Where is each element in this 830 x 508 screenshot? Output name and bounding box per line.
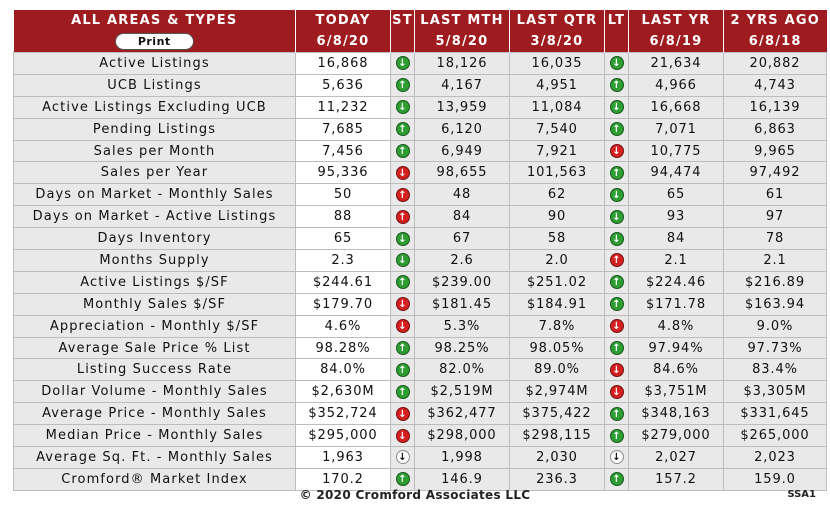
arrow-down-icon: ↓	[396, 297, 410, 311]
lt-indicator	[605, 403, 629, 425]
two-yrs-ago-value: 20,882	[724, 53, 827, 75]
last-yr-value: 93	[629, 206, 724, 228]
last-yr-value: 4,966	[629, 74, 724, 96]
lt-indicator	[605, 162, 629, 184]
st-indicator	[391, 96, 415, 118]
arrow-down-icon: ↓	[610, 319, 624, 333]
arrow-up-icon: ↑	[396, 144, 410, 158]
last-yr-value: $224.46	[629, 271, 724, 293]
today-value: 65	[296, 228, 391, 250]
st-indicator	[391, 381, 415, 403]
last-qtr-value: 2,030	[510, 447, 605, 469]
arrow-up-icon: ↑	[396, 188, 410, 202]
last-mth-value: 98,655	[415, 162, 510, 184]
last-yr-value: 10,775	[629, 140, 724, 162]
last-qtr-value: 236.3	[510, 468, 605, 490]
row-label: Dollar Volume - Monthly Sales	[14, 381, 296, 403]
arrow-up-icon: ↑	[396, 122, 410, 136]
last-yr-value: 2.1	[629, 250, 724, 272]
last-mth-value: $239.00	[415, 271, 510, 293]
arrow-down-icon: ↓	[396, 319, 410, 333]
col-today-title: TODAY	[296, 10, 391, 31]
arrow-up-icon: ↑	[610, 297, 624, 311]
two-yrs-ago-value: 97.73%	[724, 337, 827, 359]
last-mth-value: 48	[415, 184, 510, 206]
market-stats-table	[13, 10, 827, 491]
last-yr-value: 94,474	[629, 162, 724, 184]
col-2yrs-date: 6/8/18	[724, 31, 827, 53]
arrow-up-icon: ↑	[610, 429, 624, 443]
table-row	[14, 315, 827, 337]
row-label: Monthly Sales $/SF	[14, 293, 296, 315]
st-indicator	[391, 425, 415, 447]
today-value: 1,963	[296, 447, 391, 469]
lt-indicator	[605, 381, 629, 403]
arrow-up-icon: ↑	[610, 341, 624, 355]
arrow-down-icon: ↓	[610, 385, 624, 399]
last-mth-value: 67	[415, 228, 510, 250]
st-indicator	[391, 74, 415, 96]
table-header	[14, 10, 827, 53]
lt-indicator	[605, 140, 629, 162]
lt-indicator	[605, 293, 629, 315]
last-mth-value: 98.25%	[415, 337, 510, 359]
arrow-down-icon: ↓	[396, 429, 410, 443]
col-lt-title: LT	[605, 10, 629, 31]
row-label: Median Price - Monthly Sales	[14, 425, 296, 447]
arrow-up-icon: ↑	[396, 78, 410, 92]
row-label: Active Listings Excluding UCB	[14, 96, 296, 118]
lt-indicator	[605, 359, 629, 381]
two-yrs-ago-value: 9.0%	[724, 315, 827, 337]
last-yr-value: 4.8%	[629, 315, 724, 337]
lt-indicator	[605, 53, 629, 75]
last-mth-value: $362,477	[415, 403, 510, 425]
table-row	[14, 271, 827, 293]
arrow-up-icon: ↑	[396, 385, 410, 399]
row-label: Active Listings $/SF	[14, 271, 296, 293]
row-label: Days on Market - Monthly Sales	[14, 184, 296, 206]
last-mth-value: $181.45	[415, 293, 510, 315]
area-type-title: ALL AREAS & TYPES	[14, 10, 296, 31]
today-value: 7,456	[296, 140, 391, 162]
col-2yrs-title: 2 YRS AGO	[724, 10, 827, 31]
today-value: 7,685	[296, 118, 391, 140]
arrow-down-icon: ↓	[396, 56, 410, 70]
last-mth-value: 2.6	[415, 250, 510, 272]
today-value: $352,724	[296, 403, 391, 425]
col-st-title: ST	[391, 10, 415, 31]
arrow-up-icon: ↑	[610, 407, 624, 421]
today-value: $179.70	[296, 293, 391, 315]
arrow-down-icon: ↓	[610, 56, 624, 70]
last-qtr-value: 101,563	[510, 162, 605, 184]
last-mth-value: 13,959	[415, 96, 510, 118]
lt-indicator	[605, 74, 629, 96]
last-qtr-value: 11,084	[510, 96, 605, 118]
last-mth-value: $2,519M	[415, 381, 510, 403]
two-yrs-ago-value: 61	[724, 184, 827, 206]
arrow-down-icon: ↓	[396, 253, 410, 267]
last-mth-value: 1,998	[415, 447, 510, 469]
lt-indicator	[605, 447, 629, 469]
table-row	[14, 53, 827, 75]
last-qtr-value: 98.05%	[510, 337, 605, 359]
two-yrs-ago-value: 78	[724, 228, 827, 250]
arrow-up-icon: ↑	[396, 275, 410, 289]
two-yrs-ago-value: 159.0	[724, 468, 827, 490]
today-value: 5,636	[296, 74, 391, 96]
table-row	[14, 425, 827, 447]
lt-indicator	[605, 228, 629, 250]
col-last-qtr-date: 3/8/20	[510, 31, 605, 53]
last-mth-value: 6,949	[415, 140, 510, 162]
table-row	[14, 118, 827, 140]
last-yr-value: 84.6%	[629, 359, 724, 381]
today-value: 2.3	[296, 250, 391, 272]
st-indicator	[391, 228, 415, 250]
col-today-date: 6/8/20	[296, 31, 391, 53]
row-label: Sales per Year	[14, 162, 296, 184]
last-yr-value: 2,027	[629, 447, 724, 469]
table-row	[14, 140, 827, 162]
last-mth-value: 4,167	[415, 74, 510, 96]
last-yr-value: 97.94%	[629, 337, 724, 359]
arrow-down-icon: ↓	[610, 363, 624, 377]
today-value: 4.6%	[296, 315, 391, 337]
table-row	[14, 250, 827, 272]
st-indicator	[391, 403, 415, 425]
lt-indicator	[605, 184, 629, 206]
arrow-down-icon: ↓	[396, 232, 410, 246]
today-value: 88	[296, 206, 391, 228]
table-row	[14, 96, 827, 118]
row-label: Sales per Month	[14, 140, 296, 162]
two-yrs-ago-value: 2,023	[724, 447, 827, 469]
arrow-down-icon: ↓	[610, 210, 624, 224]
two-yrs-ago-value: $331,645	[724, 403, 827, 425]
arrow-down-icon: ↓	[396, 450, 410, 464]
table-body	[14, 53, 827, 491]
last-qtr-value: 16,035	[510, 53, 605, 75]
col-last-yr-title: LAST YR	[629, 10, 724, 31]
last-mth-value: $298,000	[415, 425, 510, 447]
arrow-up-icon: ↑	[396, 341, 410, 355]
two-yrs-ago-value: 9,965	[724, 140, 827, 162]
last-mth-value: 6,120	[415, 118, 510, 140]
lt-indicator	[605, 250, 629, 272]
last-qtr-value: 90	[510, 206, 605, 228]
st-indicator	[391, 359, 415, 381]
lt-indicator	[605, 206, 629, 228]
two-yrs-ago-value: 97	[724, 206, 827, 228]
table-row	[14, 162, 827, 184]
lt-indicator	[605, 425, 629, 447]
row-label: Cromford® Market Index	[14, 468, 296, 490]
arrow-up-icon: ↑	[396, 472, 410, 486]
last-yr-value: $348,163	[629, 403, 724, 425]
arrow-up-icon: ↑	[610, 122, 624, 136]
last-qtr-value: 7,921	[510, 140, 605, 162]
last-qtr-value: $298,115	[510, 425, 605, 447]
row-label: Listing Success Rate	[14, 359, 296, 381]
col-last-qtr-title: LAST QTR	[510, 10, 605, 31]
last-qtr-value: $375,422	[510, 403, 605, 425]
st-indicator	[391, 53, 415, 75]
st-indicator	[391, 162, 415, 184]
last-mth-value: 84	[415, 206, 510, 228]
arrow-down-icon: ↓	[610, 232, 624, 246]
two-yrs-ago-value: $216.89	[724, 271, 827, 293]
last-yr-value: 21,634	[629, 53, 724, 75]
table-row	[14, 447, 827, 469]
st-indicator	[391, 271, 415, 293]
col-last-yr-date: 6/8/19	[629, 31, 724, 53]
col-st-date	[391, 31, 415, 53]
st-indicator	[391, 293, 415, 315]
arrow-up-icon: ↑	[610, 253, 624, 267]
st-indicator	[391, 315, 415, 337]
table-row	[14, 184, 827, 206]
arrow-down-icon: ↓	[396, 166, 410, 180]
last-yr-value: 157.2	[629, 468, 724, 490]
last-qtr-value: $184.91	[510, 293, 605, 315]
arrow-up-icon: ↑	[610, 78, 624, 92]
row-label: Average Sq. Ft. - Monthly Sales	[14, 447, 296, 469]
arrow-down-icon: ↓	[610, 100, 624, 114]
arrow-down-icon: ↓	[610, 450, 624, 464]
last-mth-value: 146.9	[415, 468, 510, 490]
arrow-down-icon: ↓	[396, 407, 410, 421]
two-yrs-ago-value: 97,492	[724, 162, 827, 184]
row-label: Appreciation - Monthly $/SF	[14, 315, 296, 337]
last-yr-value: $279,000	[629, 425, 724, 447]
last-qtr-value: $251.02	[510, 271, 605, 293]
arrow-down-icon: ↓	[610, 144, 624, 158]
last-yr-value: 84	[629, 228, 724, 250]
st-indicator	[391, 447, 415, 469]
last-yr-value: $3,751M	[629, 381, 724, 403]
table-row	[14, 403, 827, 425]
last-qtr-value: 7.8%	[510, 315, 605, 337]
today-value: 170.2	[296, 468, 391, 490]
table-row	[14, 74, 827, 96]
arrow-up-icon: ↑	[610, 275, 624, 289]
last-qtr-value: $2,974M	[510, 381, 605, 403]
two-yrs-ago-value: 4,743	[724, 74, 827, 96]
two-yrs-ago-value: 83.4%	[724, 359, 827, 381]
st-indicator	[391, 184, 415, 206]
table-row	[14, 228, 827, 250]
today-value: $244.61	[296, 271, 391, 293]
today-value: 98.28%	[296, 337, 391, 359]
today-value: 95,336	[296, 162, 391, 184]
arrow-down-icon: ↓	[610, 188, 624, 202]
table-row	[14, 293, 827, 315]
today-value: 11,232	[296, 96, 391, 118]
last-mth-value: 18,126	[415, 53, 510, 75]
two-yrs-ago-value: 16,139	[724, 96, 827, 118]
row-label: Months Supply	[14, 250, 296, 272]
last-qtr-value: 7,540	[510, 118, 605, 140]
lt-indicator	[605, 315, 629, 337]
row-label: UCB Listings	[14, 74, 296, 96]
last-yr-value: $171.78	[629, 293, 724, 315]
two-yrs-ago-value: $163.94	[724, 293, 827, 315]
last-yr-value: 65	[629, 184, 724, 206]
arrow-up-icon: ↑	[396, 210, 410, 224]
two-yrs-ago-value: 6,863	[724, 118, 827, 140]
last-mth-value: 5.3%	[415, 315, 510, 337]
today-value: $295,000	[296, 425, 391, 447]
last-yr-value: 16,668	[629, 96, 724, 118]
row-label: Average Sale Price % List	[14, 337, 296, 359]
last-qtr-value: 2.0	[510, 250, 605, 272]
arrow-up-icon: ↑	[610, 166, 624, 180]
copyright-footer: © 2020 Cromford Associates LLC	[299, 488, 531, 502]
last-yr-value: 7,071	[629, 118, 724, 140]
page-code: SSA1	[787, 489, 816, 500]
row-label: Days on Market - Active Listings	[14, 206, 296, 228]
arrow-down-icon: ↓	[396, 100, 410, 114]
today-value: 50	[296, 184, 391, 206]
print-cell	[14, 31, 296, 53]
row-label: Average Price - Monthly Sales	[14, 403, 296, 425]
table-row	[14, 359, 827, 381]
st-indicator	[391, 118, 415, 140]
row-label: Days Inventory	[14, 228, 296, 250]
today-value: 16,868	[296, 53, 391, 75]
lt-indicator	[605, 337, 629, 359]
last-mth-value: 82.0%	[415, 359, 510, 381]
two-yrs-ago-value: $3,305M	[724, 381, 827, 403]
today-value: 84.0%	[296, 359, 391, 381]
today-value: $2,630M	[296, 381, 391, 403]
st-indicator	[391, 206, 415, 228]
arrow-up-icon: ↑	[610, 472, 624, 486]
lt-indicator	[605, 271, 629, 293]
row-label: Active Listings	[14, 53, 296, 75]
st-indicator	[391, 140, 415, 162]
lt-indicator	[605, 96, 629, 118]
two-yrs-ago-value: 2.1	[724, 250, 827, 272]
col-last-mth-title: LAST MTH	[415, 10, 510, 31]
col-last-mth-date: 5/8/20	[415, 31, 510, 53]
col-lt-date	[605, 31, 629, 53]
st-indicator	[391, 250, 415, 272]
table-row	[14, 381, 827, 403]
table-row	[14, 206, 827, 228]
table-row	[14, 337, 827, 359]
two-yrs-ago-value: $265,000	[724, 425, 827, 447]
last-qtr-value: 4,951	[510, 74, 605, 96]
arrow-up-icon: ↑	[396, 363, 410, 377]
last-qtr-value: 89.0%	[510, 359, 605, 381]
row-label: Pending Listings	[14, 118, 296, 140]
last-qtr-value: 58	[510, 228, 605, 250]
st-indicator	[391, 337, 415, 359]
lt-indicator	[605, 118, 629, 140]
print-button[interactable]: Print	[115, 33, 194, 50]
last-qtr-value: 62	[510, 184, 605, 206]
